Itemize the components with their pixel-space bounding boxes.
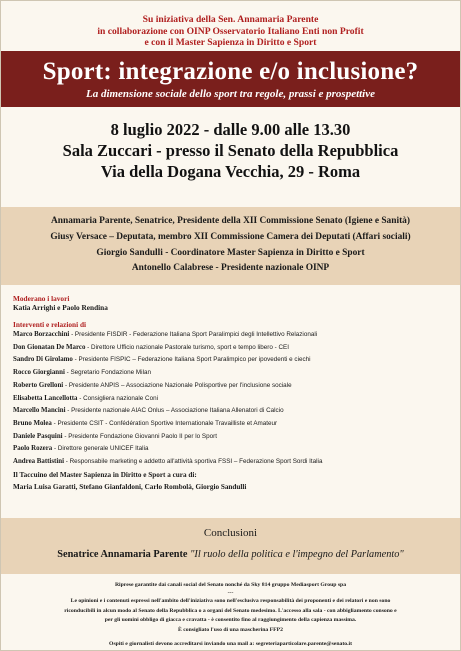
speaker-line: Annamaria Parente, Senatrice, Presidente della XII Commissione Senato (Igiene e Sanità) xyxy=(51,216,410,226)
intervention-item xyxy=(13,405,460,418)
intervention-item xyxy=(13,329,460,342)
speaker-line: Antonello Calabrese - Presidente nazionale OINP xyxy=(131,263,330,274)
intervention-role: - Presidente CSIT - Confédération Sportive Internationale Travailliste et Amateur xyxy=(51,419,278,427)
title-banner xyxy=(1,51,460,107)
intervention-item xyxy=(13,354,460,367)
conclusions-section xyxy=(1,518,460,574)
intervention-item xyxy=(13,367,460,380)
moderators-names: Katia Arrighi e Paolo Rendina xyxy=(13,303,108,312)
promoter-line: Su iniziativa della Sen. Annamaria Parente xyxy=(142,14,319,25)
taccuino-heading: Il Taccuino del Master Sapienza in Diritto e Sport a cura di: xyxy=(13,470,197,479)
intervention-name: Andrea Battistini xyxy=(13,458,64,466)
speaker-line: Giusy Versace – Deputata, membro XII Commissione Camera dei Deputati (Affari sociali) xyxy=(50,231,411,242)
footer-separator: --- xyxy=(227,590,234,597)
intervention-name: Don Gionatan De Marco xyxy=(13,343,86,351)
promoter-line: e con il Master Sapienza in Diritto e Sport xyxy=(144,37,317,48)
intervention-item xyxy=(13,431,460,444)
intervention-name: Marcello Mancini xyxy=(13,407,66,415)
disclaimer-line: riconducibili in alcun modo al Senato della Repubblica o a organi del Senato medesimo. L'accesso alla sala - con abbigliamento consono e xyxy=(64,607,397,614)
conclusions-speaker: Senatrice Annamaria Parente xyxy=(57,549,188,560)
accreditation-contact: Ospiti e giornalisti devono accreditarsi inviando una mail a: segreteriaparticolare.parente@senato.it xyxy=(109,641,352,648)
program-section xyxy=(1,285,460,518)
moderators-heading: Moderano i lavori xyxy=(13,294,70,303)
intervention-name: Roberto Grelloni xyxy=(13,381,64,389)
event-venue: Sala Zuccari - presso il Senato della Repubblica xyxy=(62,141,399,160)
promoter-line: in collaborazione con OINP Osservatorio Italiano Enti non Profit xyxy=(97,25,364,37)
intervention-item xyxy=(13,380,460,393)
intervention-role: - Direttore Ufficio nazionale Pastorale turismo, sport e tempo libero - CEI xyxy=(85,343,289,351)
conclusions-heading: Conclusioni xyxy=(203,527,258,539)
intervention-item xyxy=(13,342,460,355)
speaker-line: Giorgio Sandulli - Coordinatore Master Sapienza in Diritto e Sport xyxy=(96,247,365,258)
event-subtitle: La dimensione sociale dello sport tra regole, prassi e prospettive xyxy=(85,88,376,100)
event-address: Via della Dogana Vecchia, 29 - Roma xyxy=(100,162,361,181)
taccuino-authors: Maria Luisa Garatti, Stefano Gianfaldoni, Carlo Rombolà, Giorgio Sandulli xyxy=(13,483,247,492)
intervention-role: - Presidente FISPIC – Federazione Italiana Sport Paralimpico per ipovedenti e ciechi xyxy=(72,356,311,364)
intervention-role: - Responsabile marketing e addetto all'attività sportiva FSSI – Federazione Sport Sordi Italia xyxy=(63,458,323,466)
intervention-item xyxy=(13,418,460,431)
disclaimer-line: Le opinioni e i contenuti espressi nell'ambito dell'iniziativa sono nell'esclusiva responsabilità dei proponenti e dei relatori e non sono xyxy=(70,598,391,605)
intervention-name: Elisabetta Lancellotta xyxy=(13,394,78,402)
intervention-role: - Presidente ANPIS – Associazione Nazionale Polisportive per l'inclusione sociale xyxy=(63,381,292,389)
footer-notes xyxy=(1,574,460,649)
intervention-role: - Direttore generale UNICEF Italia xyxy=(52,445,149,453)
intervention-role: - Segretario Fondazione Milan xyxy=(64,369,151,377)
intervention-name: Paolo Rozera xyxy=(13,445,53,453)
intervention-name: Daniele Pasquini xyxy=(13,432,63,440)
broadcast-note: Riprese garantite dai canali social del Senato nonché da Sky 814 gruppo Mediasport Group spa xyxy=(114,582,347,588)
event-details xyxy=(1,107,460,207)
intervention-item xyxy=(13,393,460,406)
conclusions-talk-title: "Il ruolo della politica e l'impegno del Parlamento" xyxy=(190,549,404,560)
intervention-role: - Presidente nazionale AIAC Onlus – Associazione Italiana Allenatori di Calcio xyxy=(65,407,284,415)
opening-speakers xyxy=(1,207,460,285)
mask-advice: È consigliato l'uso di una mascherina FFP2 xyxy=(178,626,283,633)
conclusions-speaker-line xyxy=(1,548,460,561)
promoters-header xyxy=(1,1,460,51)
intervention-role: - Presidente FISDIR - Federazione Italiana Sport Paralimpici degli Intellettivo Relazionali xyxy=(69,331,318,338)
intervention-item xyxy=(13,456,460,469)
event-title: Sport: integrazione e/o inclusione? xyxy=(42,58,419,85)
intervention-name: Sandro Di Girolamo xyxy=(13,356,73,364)
disclaimer-line: per gli uomini obbligo di giacca e cravatta - è consentito fino al raggiungimento della capienza massima. xyxy=(104,617,357,624)
intervention-item xyxy=(13,443,460,456)
intervention-name: Bruno Molea xyxy=(13,419,52,427)
interventions-heading: Interventi e relazioni di xyxy=(13,320,87,329)
intervention-name: Rocco Giorgianni xyxy=(13,369,65,377)
intervention-role: - Presidente Fondazione Giovanni Paolo II per lo Sport xyxy=(62,432,217,440)
intervention-name: Marco Borzacchini xyxy=(13,331,70,338)
event-date: 8 luglio 2022 - dalle 9.00 alle 13.30 xyxy=(110,120,351,139)
intervention-role: - Consigliera nazionale Coni xyxy=(77,394,159,402)
